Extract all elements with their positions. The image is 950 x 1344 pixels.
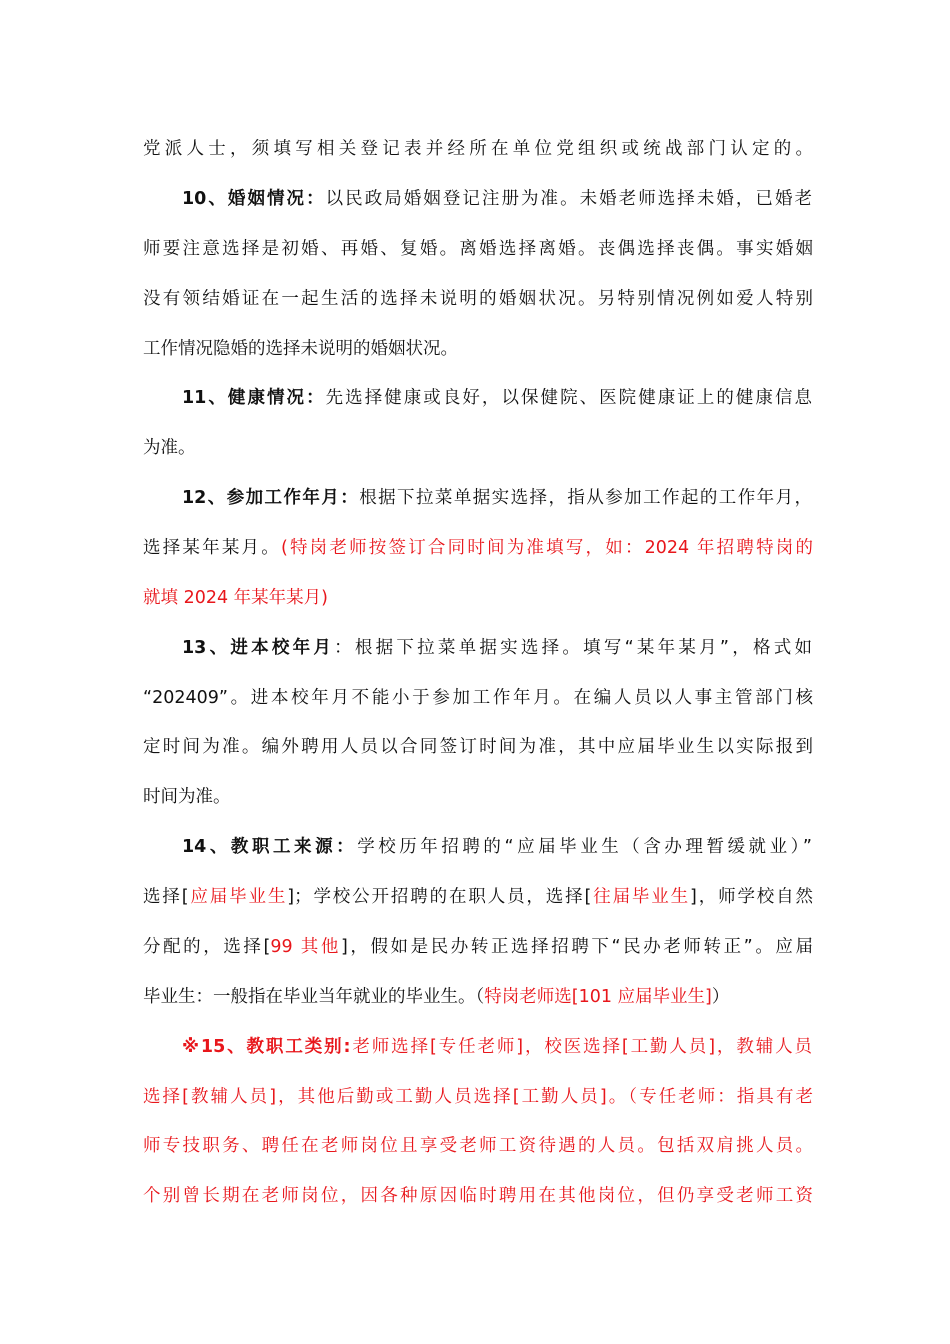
paragraph-line xyxy=(143,1083,813,1111)
text-run: 学校历年招聘的“应届毕业生（含办理暂缓就业）” xyxy=(357,837,812,857)
text-run: ：根据下拉菜单据实选择。填写“某年某月”，格式如 xyxy=(334,638,812,658)
text-run: ]，假如是民办转正选择招聘下“民办老师转正”。应届 xyxy=(340,937,813,957)
text-run: 个别曾长期在老师岗位，因各种原因临时聘用在其他岗位，但仍享受老师工资 xyxy=(143,1186,813,1206)
paragraph-line xyxy=(143,933,813,961)
text-run: 师要注意选择是初婚、再婚、复婚。离婚选择离婚。丧偶选择丧偶。事实婚姻 xyxy=(143,239,813,259)
text-run: 党派人士，须填写相关登记表并经所在单位党组织或统战部门认定的。 xyxy=(143,139,813,159)
text-run: 选择某年某月。 xyxy=(143,538,281,558)
paragraph-line xyxy=(143,783,813,811)
text-run: 就填 2024 年某年某月) xyxy=(143,588,328,608)
paragraph-line xyxy=(143,684,813,712)
section-label: ※15、教职工类别: xyxy=(182,1037,351,1057)
text-run: ]，师学校自然 xyxy=(690,887,814,907)
text-run: ） xyxy=(711,987,730,1007)
text-run: “202409”。进本校年月不能小于参加工作年月。在编人员以人事主管部门核 xyxy=(143,688,813,708)
text-run: 没有领结婚证在一起生活的选择未说明的婚姻状况。另特别情况例如爱人特别 xyxy=(143,289,813,309)
paragraph-line xyxy=(143,1182,813,1210)
heading-line-marriage xyxy=(182,185,812,213)
paragraph-line xyxy=(143,285,813,313)
text-run: 分配的，选择[ xyxy=(143,937,271,957)
paragraph-line xyxy=(143,883,813,911)
text-run: 应届毕业生 xyxy=(188,887,288,907)
text-run: 选择[教辅人员]，其他后勤或工勤人员选择[工勤人员]。（专任老师：指具有老 xyxy=(143,1087,813,1107)
heading-line-staff-source xyxy=(182,833,812,861)
text-run: 工作情况隐婚的选择未说明的婚姻状况。 xyxy=(143,339,458,359)
paragraph-line xyxy=(143,983,813,1011)
text-run: 选择[ xyxy=(143,887,189,907)
text-run: 根据下拉菜单据实选择，指从参加工作起的工作年月， xyxy=(359,488,813,508)
text-run: (特岗老师按签订合同时间为准填写，如：2024 年招聘特岗的 xyxy=(280,538,813,558)
heading-line-health xyxy=(182,384,812,412)
text-run: 为准。 xyxy=(143,438,196,458)
heading-line-work-start xyxy=(182,484,812,512)
section-label: 14、教职工来源： xyxy=(182,837,358,857)
paragraph-line xyxy=(143,534,813,562)
section-label: 11、健康情况： xyxy=(182,388,326,408)
text-run: 师专技职务、聘任在老师岗位且享受老师工资待遇的人员。包括双肩挑人员。 xyxy=(143,1136,813,1156)
section-label: 13、进本校年月 xyxy=(182,638,335,658)
text-run: 先选择健康或良好，以保健院、医院健康证上的健康信息 xyxy=(325,388,813,408)
paragraph-line xyxy=(143,335,813,363)
paragraph-line xyxy=(143,584,813,612)
text-run: 99 其他 xyxy=(270,937,341,957)
text-run: 毕业生：一般指在毕业当年就业的毕业生。（ xyxy=(143,987,485,1007)
paragraph-line xyxy=(143,434,813,462)
text-run: 往届毕业生 xyxy=(591,887,691,907)
section-label: 12、参加工作年月： xyxy=(182,488,360,508)
text-run: 定时间为准。编外聘用人员以合同签订时间为准，其中应届毕业生以实际报到 xyxy=(143,737,813,757)
text-run: 老师选择[专任老师]，校医选择[工勤人员]，教辅人员 xyxy=(350,1037,812,1057)
paragraph-line xyxy=(143,135,813,163)
section-label: 10、婚姻情况： xyxy=(182,189,326,209)
text-run: 特岗老师选[101 应届毕业生] xyxy=(484,987,712,1007)
heading-line-staff-category xyxy=(182,1033,812,1061)
paragraph-line xyxy=(143,733,813,761)
heading-line-school-entry xyxy=(182,634,812,662)
text-run: ]；学校公开招聘的在职人员，选择[ xyxy=(287,887,592,907)
paragraph-line xyxy=(143,235,813,263)
text-run: 时间为准。 xyxy=(143,787,231,807)
text-run: 以民政局婚姻登记注册为准。未婚老师选择未婚，已婚老 xyxy=(325,189,813,209)
paragraph-line xyxy=(143,1132,813,1160)
